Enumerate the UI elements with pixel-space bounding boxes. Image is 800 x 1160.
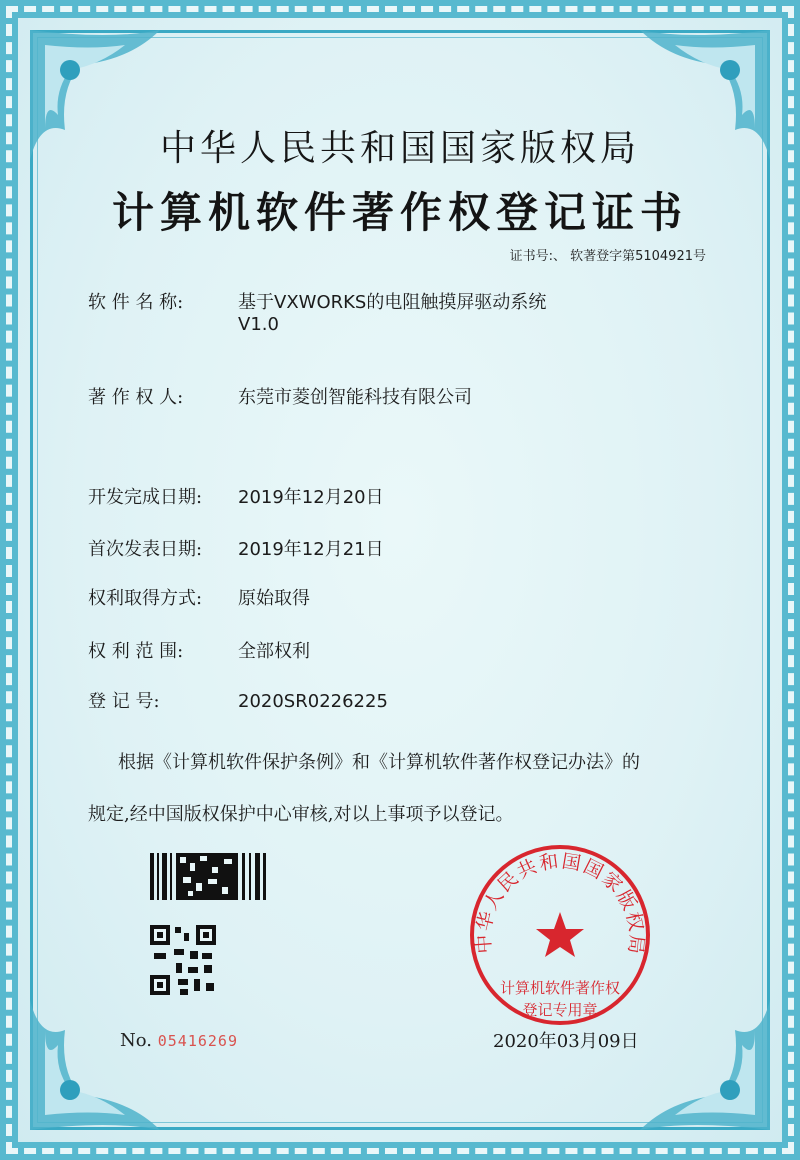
copyright-owner-label: 著 作 权 人: bbox=[88, 387, 184, 408]
acquisition-method-row bbox=[88, 584, 310, 610]
serial-number-prefix: No. bbox=[120, 1030, 152, 1051]
corner-ornament-icon bbox=[20, 970, 190, 1140]
copyright-owner-row bbox=[88, 383, 472, 409]
rights-scope-row bbox=[88, 637, 310, 663]
software-name-value: 基于VXWORKS的电阻触摸屏驱动系统 bbox=[238, 292, 547, 313]
rights-scope-label: 权 利 范 围: bbox=[88, 641, 184, 662]
seal-ring-text: 中华人民共和国国家版权局 bbox=[472, 850, 648, 957]
certificate-number: 证书号:、 软著登字第5104921号 bbox=[509, 249, 706, 264]
first-publish-date-value: 2019年12月21日 bbox=[238, 539, 384, 560]
dev-complete-date-row bbox=[88, 483, 384, 509]
acquisition-method-value: 原始取得 bbox=[238, 588, 310, 609]
registration-no-row bbox=[88, 687, 388, 713]
software-name-row bbox=[88, 288, 546, 314]
serial-number bbox=[120, 1030, 238, 1051]
dev-complete-date-label: 开发完成日期: bbox=[88, 487, 203, 508]
body-text-line-1: 根据《计算机软件保护条例》和《计算机软件著作权登记办法》的 bbox=[118, 752, 640, 773]
issue-date: 2020年03月09日 bbox=[493, 1031, 639, 1052]
seal-text-line-1: 计算机软件著作权 bbox=[499, 979, 620, 997]
dev-complete-date-value: 2019年12月20日 bbox=[238, 487, 384, 508]
copyright-owner-value: 东莞市菱创智能科技有限公司 bbox=[238, 387, 472, 408]
registration-no-value: 2020SR0226225 bbox=[238, 691, 388, 712]
qr-code-icon bbox=[150, 925, 216, 995]
issuer-title: 中华人民共和国国家版权局 bbox=[159, 128, 640, 169]
rights-scope-value: 全部权利 bbox=[238, 641, 310, 662]
serial-number-value: 05416269 bbox=[157, 1032, 238, 1050]
certificate-title: 计算机软件著作权登记证书 bbox=[111, 188, 688, 237]
barcode-icon bbox=[150, 853, 266, 900]
software-version-value: V1.0 bbox=[238, 314, 279, 335]
software-name-label: 软 件 名 称: bbox=[88, 292, 184, 313]
first-publish-date-row bbox=[88, 535, 384, 561]
first-publish-date-label: 首次发表日期: bbox=[88, 539, 203, 560]
registration-no-label: 登 记 号: bbox=[88, 691, 160, 712]
seal-text-line-2: 登记专用章 bbox=[522, 1001, 598, 1019]
acquisition-method-label: 权利取得方式: bbox=[88, 588, 203, 609]
body-text-line-2: 规定,经中国版权保护中心审核,对以上事项予以登记。 bbox=[88, 804, 514, 825]
